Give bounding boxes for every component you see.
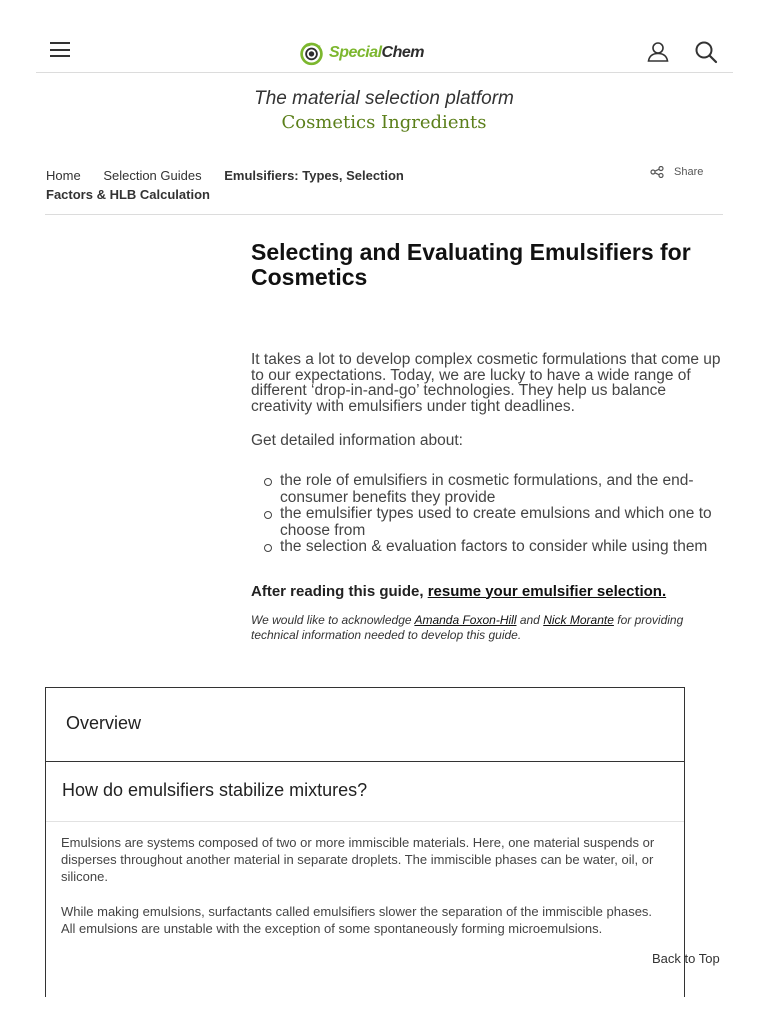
site-header: [36, 0, 733, 73]
ack-suffix: for providing technical information needed to develop this guide.: [251, 612, 684, 642]
benefit-list: [280, 473, 721, 556]
after-reading-prefix: After reading this guide,: [251, 582, 424, 600]
ack-and: and: [519, 612, 540, 627]
share-icon: [650, 166, 664, 178]
search-icon[interactable]: [694, 40, 718, 64]
breadcrumb-selection-guides[interactable]: Selection Guides: [103, 168, 202, 183]
header-divider: [45, 214, 723, 215]
emulsifiers-paragraph: While making emulsions, surfactants called emulsifiers slower the separation of the immiscible phases. All emulsions are unstable with the exception of some spontaneously forming microemulsions.: [61, 904, 653, 936]
overview-header[interactable]: Overview: [46, 688, 684, 762]
hamburger-icon[interactable]: [50, 42, 70, 60]
author-link-amanda[interactable]: Amanda Foxon-Hill: [414, 612, 517, 627]
emulsions-paragraph: Emulsions are systems composed of two or more immiscible materials. Here, one material suspends or disperses throughout another material in separate droplets. The immiscible phases can be water, oil, or silicone.: [61, 835, 655, 884]
author-link-nick[interactable]: Nick Morante: [543, 612, 614, 627]
detail-heading: Get detailed information about:: [251, 432, 463, 449]
user-icon[interactable]: [646, 40, 670, 64]
article-intro: [251, 240, 721, 644]
breadcrumb-home[interactable]: Home: [46, 168, 81, 183]
section-heading-stabilize[interactable]: How do emulsifiers stabilize mixtures?: [46, 762, 684, 822]
page-title: Selecting and Evaluating Emulsifiers for Cosmetics: [251, 239, 691, 290]
after-reading-text: [251, 583, 721, 600]
list-item: the selection & evaluation factors to consider while using them: [280, 539, 721, 556]
platform-subtag[interactable]: Cosmetics Ingredients: [281, 112, 487, 133]
list-item: the emulsifier types used to create emulsions and which one to choose from: [280, 506, 721, 539]
specialchem-logo[interactable]: [298, 38, 424, 68]
platform-tagline: The material selection platform: [254, 88, 514, 109]
breadcrumb-current: Emulsifiers: Types, Selection Factors & HLB Calculation: [46, 168, 404, 202]
share-button[interactable]: [650, 166, 703, 178]
ack-prefix: We would like to acknowledge: [251, 612, 412, 627]
breadcrumb: [46, 166, 426, 204]
list-item: the role of emulsifiers in cosmetic formulations, and the end-consumer benefits they provide: [280, 473, 721, 506]
resume-selection-link[interactable]: resume your emulsifier selection.: [427, 582, 667, 600]
acknowledgement: [251, 613, 721, 644]
share-label: Share: [674, 166, 704, 178]
overview-accordion: [45, 687, 685, 997]
intro-paragraph: It takes a lot to develop complex cosmetic formulations that come up to our expectations. Today, we are lucky to have a wide range of different ‘drop-in-and-go’ technologies. They help us balance creativity with emulsifiers under tight deadlines.: [251, 351, 721, 415]
logo-prefix: Special: [329, 44, 382, 61]
back-to-top-link[interactable]: Back to Top: [652, 951, 720, 966]
logo-suffix: Chem: [381, 44, 424, 61]
logo-mark-icon: [298, 39, 325, 67]
